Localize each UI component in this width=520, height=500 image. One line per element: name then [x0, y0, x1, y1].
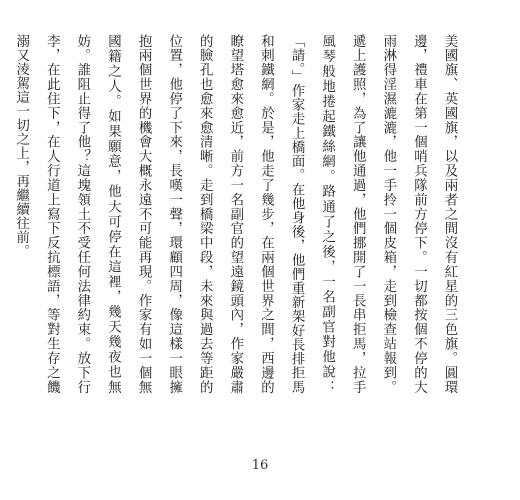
paragraph-2	[0, 34, 5, 394]
body-text	[13, 34, 464, 394]
paragraph-1: 美國旗、英國旗，以及兩者之間沒有紅星的三色旗。圓環邊，禮車在第一個哨兵隊前方停下。一切都按個不停的大雨淋得淫濕漉漉，他一手拎一個皮箱，走到檢查站報到。遞上護照，為了讓他通過，他們挪開了一長串拒馬，拉手風琴般地捲起鐵絲網。路通了之後，一名副官對他說：「請。」作家走上橋面。在他身後，他們重新架好長排拒馬和刺鐵網。於是，他走了幾步，在兩個世界之間，西邊的瞭望塔愈來愈近，前方一名副官的望遠鏡頭內，作家嚴肅的臉孔也愈來愈清晰。走到橋梁中段，未來與過去等距的位置，他停了下來，長嘆一聲，環顧四周，像這樣一眼擁抱兩個世界的機會大概永遠不可能再現。作家有如一個無國籍之人。如果願意，他大可停在這裡，幾天幾夜也無妨。誰阻止得了他？這塊領土不受任何法律約束。放下行李，在此住下，在人行道上寫下反抗標語，等對生存之饑溺又淩駕這一切之上，再繼續往前。	[13, 34, 457, 394]
page-number: 16	[251, 458, 269, 473]
